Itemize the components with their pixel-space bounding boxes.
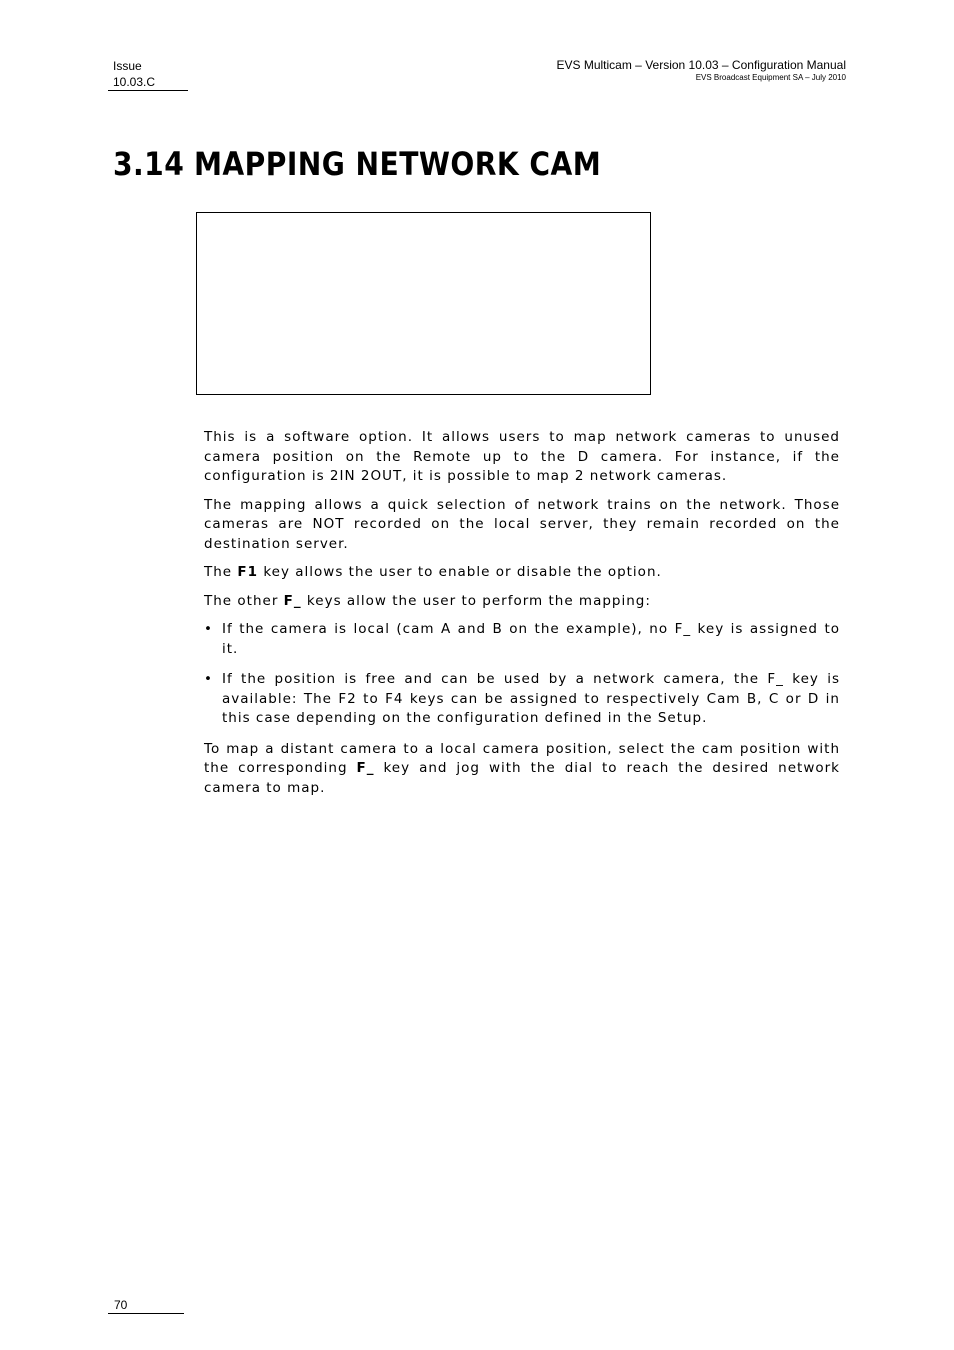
- f-key-label: F_: [283, 592, 302, 609]
- paragraph-other-post: keys allow the user to perform the mapping:: [301, 592, 651, 609]
- bullet-icon: •: [204, 621, 213, 637]
- issue-label: Issue: [113, 59, 142, 73]
- f-key-label: F_: [356, 760, 375, 776]
- list-item-text: If the camera is local (cam A and B on the example), no F_ key is assigned to it.: [222, 621, 840, 657]
- paragraph-map-pre: To map a distant camera to a local camera position, select the cam position with the corresponding: [204, 740, 840, 776]
- header-issue-block: [108, 58, 188, 91]
- bullet-icon: •: [204, 671, 213, 687]
- paragraph-f1-post: key allows the user to enable or disable the option.: [258, 564, 662, 580]
- list-item: [204, 620, 840, 659]
- bullet-list: [204, 620, 840, 729]
- paragraph-map-post: key and jog with the dial to reach the desired network camera to map.: [204, 760, 841, 796]
- list-item-text: If the position is free and can be used by a network camera, the F_ key is available: The F2 to F4 keys can be assigned to respectively Cam B, C or D in this case depending on the configuration defined in the Setup.: [222, 671, 840, 726]
- section-body: [204, 428, 840, 807]
- header-title-block: [557, 58, 847, 83]
- paragraph-f1-pre: The: [204, 564, 238, 580]
- section-heading: [113, 142, 601, 186]
- screenshot-placeholder-frame: [196, 212, 651, 395]
- paragraph-other-keys: [204, 592, 840, 612]
- company-line: EVS Broadcast Equipment SA – July 2010: [695, 73, 846, 82]
- issue-number: 10.03.C: [113, 75, 156, 89]
- manual-title: EVS Multicam – Version 10.03 – Configuration Manual: [556, 58, 846, 72]
- paragraph-other-pre: The other: [204, 592, 284, 609]
- f1-key-label: F1: [237, 564, 259, 580]
- paragraph-intro: This is a software option. It allows users to map network cameras to unused camera position on the Remote up to the D camera. For instance, if the configuration is 2IN 2OUT, it is possible to map 2 network cameras.: [204, 429, 840, 484]
- paragraph-map-distant: [204, 740, 840, 799]
- page-number: 70: [108, 1297, 184, 1314]
- paragraph-f1-key: [204, 563, 840, 583]
- list-item: [204, 670, 840, 729]
- section-title: MAPPING NETWORK CAM: [193, 145, 602, 183]
- section-number: 3.14: [113, 145, 185, 183]
- paragraph-mapping: The mapping allows a quick selection of network trains on the network. Those cameras are NOT recorded on the local server, they remain recorded on the destination server.: [204, 496, 840, 552]
